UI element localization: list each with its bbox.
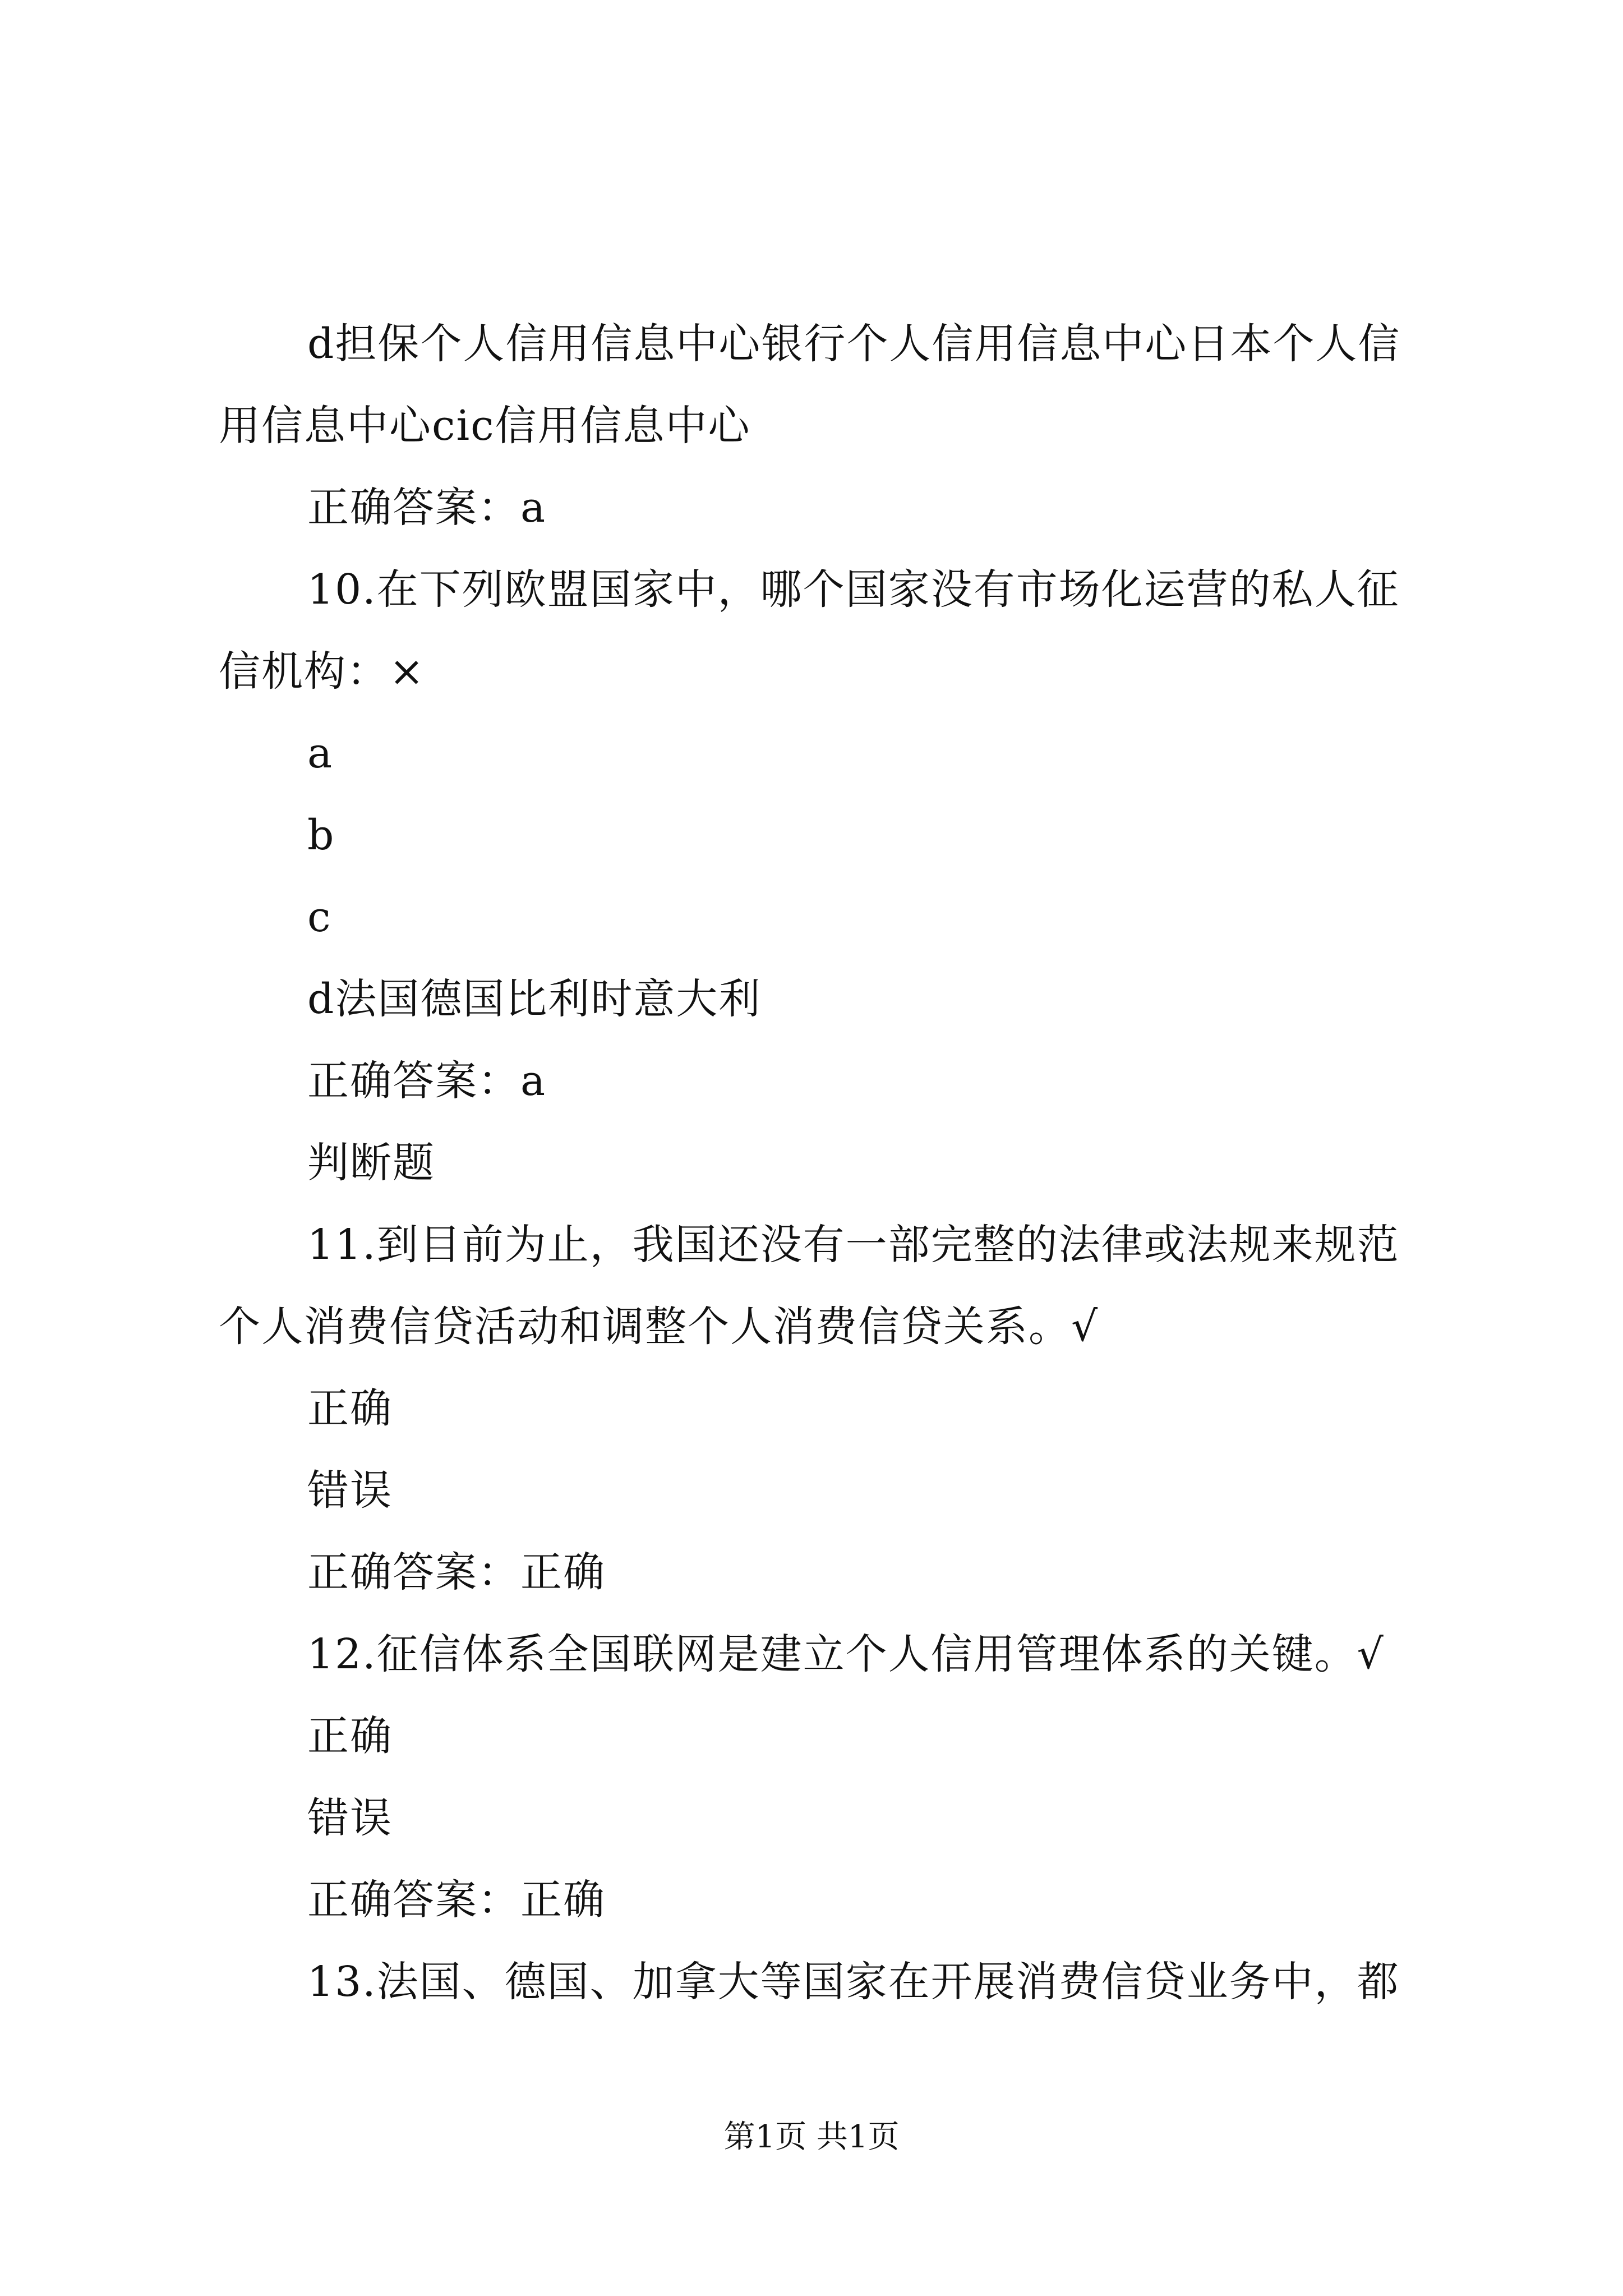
text-line: 用信息中心cic信用信息中心 bbox=[219, 402, 751, 450]
text-line: 个人消费信贷活动和调整个人消费信贷关系。√ bbox=[219, 1303, 1099, 1351]
question-line: 11.到目前为止，我国还没有一部完整的法律或法规来规范 bbox=[307, 1221, 1400, 1269]
answer-line: 正确答案：正确 bbox=[307, 1548, 606, 1596]
option-line: c bbox=[307, 893, 332, 941]
text-line: 信机构：× bbox=[219, 647, 426, 696]
question-line: 13.法国、德国、加拿大等国家在开展消费信贷业务中，都 bbox=[307, 1958, 1400, 2006]
question-line: 10.在下列欧盟国家中，哪个国家没有市场化运营的私人征 bbox=[307, 565, 1400, 614]
text-line: d担保个人信用信息中心银行个人信用信息中心日本个人信 bbox=[307, 320, 1401, 368]
option-line: 正确 bbox=[307, 1384, 393, 1433]
answer-line: 正确答案：a bbox=[307, 484, 547, 532]
option-line: 错误 bbox=[307, 1466, 393, 1515]
option-line: 正确 bbox=[307, 1712, 393, 1760]
answer-line: 正确答案：正确 bbox=[307, 1876, 606, 1924]
section-heading: 判断题 bbox=[307, 1139, 435, 1187]
option-line: b bbox=[307, 811, 335, 859]
option-line: a bbox=[307, 729, 334, 777]
option-line: 错误 bbox=[307, 1794, 393, 1842]
question-line: 12.征信体系全国联网是建立个人信用管理体系的关键。√ bbox=[307, 1630, 1385, 1678]
page-footer: 第1页 共1页 bbox=[723, 2119, 900, 2155]
answer-line: 正确答案：a bbox=[307, 1057, 547, 1105]
document-body bbox=[219, 303, 1419, 2023]
option-line: d法国德国比利时意大利 bbox=[307, 975, 762, 1023]
